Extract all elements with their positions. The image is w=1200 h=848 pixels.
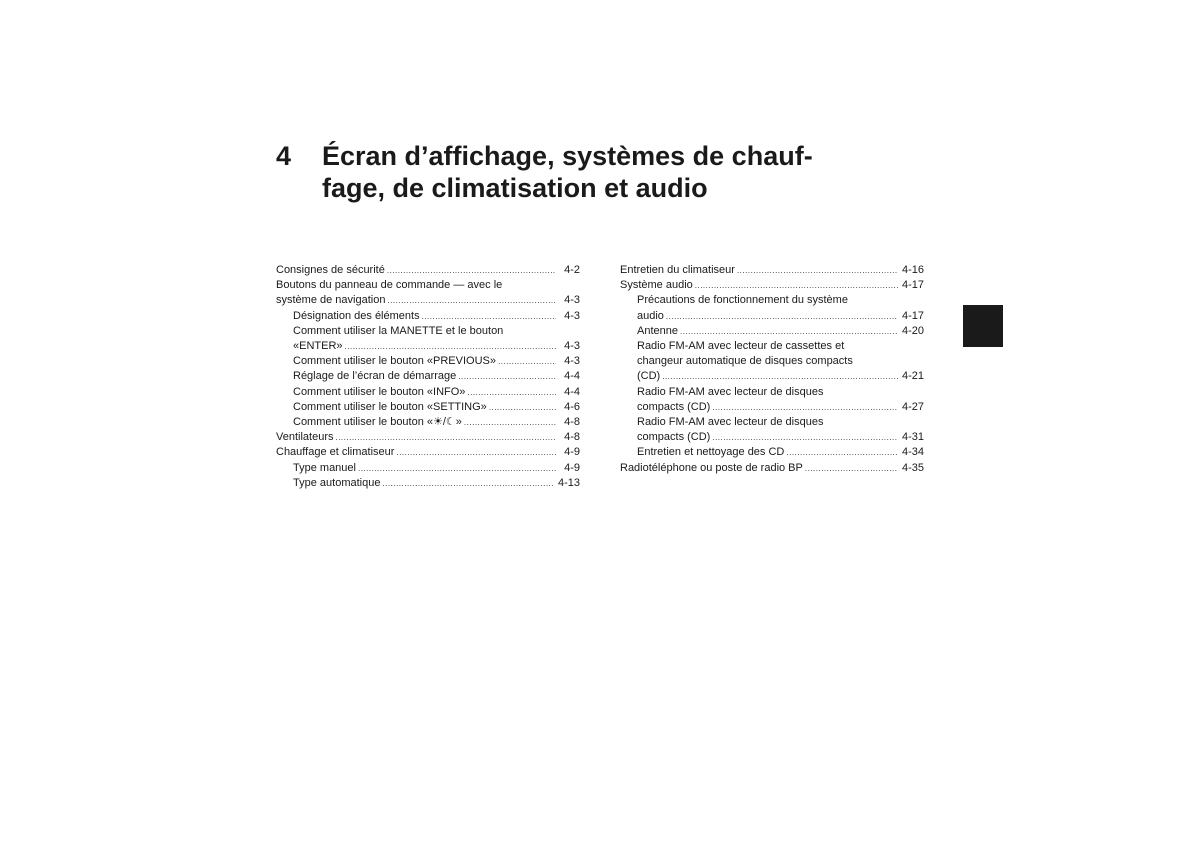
toc-leader-dots: [805, 461, 898, 476]
chapter-title-line-2: fage, de climatisation et audio: [322, 173, 708, 203]
toc-entry-label: Radiotéléphone ou poste de radio BP: [620, 461, 803, 474]
toc-entry[interactable]: [276, 461, 580, 476]
toc-page-number: 4-2: [564, 264, 580, 276]
toc-page-number: 4-3: [564, 355, 580, 368]
toc-leader-dots: [662, 369, 898, 384]
toc-page-number: 4-4: [564, 370, 580, 383]
toc-page-number: 4-6: [564, 400, 580, 413]
toc-entry[interactable]: [620, 293, 924, 323]
toc-entry-continuation: Précautions de fonctionnement du système: [637, 294, 848, 307]
toc-page-number: 4-20: [901, 324, 924, 337]
toc-entry[interactable]: [620, 445, 924, 460]
toc-entry[interactable]: [620, 263, 924, 278]
toc-entry-continuation: Radio FM-AM avec lecteur de disques: [637, 416, 824, 429]
toc-leader-dots: [786, 445, 898, 460]
toc-entry-continuation: Radio FM-AM avec lecteur de disques: [637, 385, 824, 398]
toc-entry[interactable]: [620, 339, 924, 385]
toc-page-number: 4-27: [901, 400, 924, 413]
toc-entry-label: Système audio: [620, 279, 693, 292]
toc-entry-label: Ventilateurs: [276, 431, 334, 444]
toc-entry-continuation: Radio FM-AM avec lecteur de cassettes et: [637, 340, 845, 353]
toc-entry-row: [620, 324, 924, 339]
toc-leader-dots: [467, 385, 556, 400]
toc-leader-dots: [396, 445, 556, 460]
toc-page-number: 4-34: [901, 446, 924, 459]
toc-entry-label: Consignes de sécurité: [276, 264, 385, 276]
toc-page-number: 4-13: [557, 476, 580, 489]
toc-entry[interactable]: [276, 385, 580, 400]
toc-entry-row: [620, 461, 924, 476]
toc-page-number: 4-3: [564, 340, 580, 353]
toc-page-number: 4-4: [564, 385, 580, 398]
toc-entry-row: [276, 369, 580, 384]
toc-entry[interactable]: [276, 400, 580, 415]
toc-page-number: 4-35: [901, 461, 924, 474]
toc-entry-label: audio: [637, 309, 664, 322]
toc-leader-dots: [422, 309, 556, 324]
toc-leader-dots: [464, 415, 556, 430]
toc-leader-dots: [387, 263, 556, 278]
toc-entry-row: [276, 339, 580, 354]
toc-entry-continuation: changeur automatique de disques compacts: [637, 355, 853, 368]
toc-entry-row: [620, 309, 924, 324]
toc-entry[interactable]: [276, 415, 580, 430]
toc-entry-label: Comment utiliser le bouton «SETTING»: [293, 400, 487, 413]
toc-entry-row: [276, 476, 580, 491]
chapter-number: 4: [276, 141, 292, 171]
toc-entry-label: Entretien et nettoyage des CD: [637, 446, 785, 459]
toc-entry-continuation: Boutons du panneau de commande — avec le: [276, 279, 503, 292]
toc-entry[interactable]: [276, 369, 580, 384]
toc-leader-dots: [458, 369, 556, 384]
toc-left-column: [276, 263, 580, 491]
chapter-heading: [276, 140, 813, 204]
toc-leader-dots: [680, 324, 898, 339]
toc-entry-label: Entretien du climatiseur: [620, 264, 735, 276]
toc-entry-label: compacts (CD): [637, 400, 711, 413]
toc-entry[interactable]: [620, 324, 924, 339]
toc-leader-dots: [387, 293, 556, 308]
toc-entry[interactable]: [620, 415, 924, 445]
toc-leader-dots: [712, 430, 898, 445]
toc-entry[interactable]: [276, 324, 580, 354]
toc-entry-label: Comment utiliser le bouton «INFO»: [293, 385, 466, 398]
toc-entry-row: [620, 430, 924, 445]
toc-entry-row: [276, 263, 580, 278]
toc-entry-row: [620, 369, 924, 384]
toc-entry-label: Type manuel: [293, 461, 356, 474]
toc-page-number: 4-9: [564, 446, 580, 459]
toc-entry-label: «ENTER»: [293, 340, 343, 353]
toc-entry[interactable]: [276, 263, 580, 278]
toc-entry-row: [276, 445, 580, 460]
toc-page-number: 4-17: [901, 279, 924, 292]
toc-entry-row: [276, 415, 580, 430]
toc-entry-row: [620, 400, 924, 415]
toc-leader-dots: [345, 339, 556, 354]
toc-entry-label: Désignation des éléments: [293, 309, 420, 322]
chapter-title-line-1: Écran d’affichage, systèmes de chauf-: [322, 141, 813, 171]
toc-entry-row: [620, 278, 924, 293]
toc-entry[interactable]: [620, 385, 924, 415]
toc-right-column: [620, 263, 924, 476]
toc-page-number: 4-3: [564, 309, 580, 322]
toc-entry-row: [276, 400, 580, 415]
toc-page-number: 4-9: [564, 461, 580, 474]
toc-page-number: 4-8: [564, 431, 580, 444]
toc-leader-dots: [382, 476, 554, 491]
toc-entry[interactable]: [276, 430, 580, 445]
toc-entry-row: [620, 445, 924, 460]
toc-entry-row: [276, 293, 580, 308]
toc-page-number: 4-17: [901, 309, 924, 322]
toc-entry-label: système de navigation: [276, 294, 386, 307]
toc-entry-row: [276, 385, 580, 400]
chapter-title: [322, 140, 813, 204]
toc-leader-dots: [712, 400, 898, 415]
toc-entry[interactable]: [276, 354, 580, 369]
toc-entry[interactable]: [276, 445, 580, 460]
toc-leader-dots: [335, 430, 556, 445]
toc-entry-row: [276, 354, 580, 369]
toc-leader-dots: [737, 263, 898, 278]
toc-page-number: 4-3: [564, 294, 580, 307]
toc-page-number: 4-8: [564, 416, 580, 429]
toc-entry-label: Chauffage et climatiseur: [276, 446, 395, 459]
toc-entry[interactable]: [276, 309, 580, 324]
toc-entry-label: Comment utiliser le bouton «☀/☾»: [293, 416, 462, 429]
toc-entry-row: [276, 309, 580, 324]
toc-leader-dots: [358, 461, 556, 476]
toc-entry-row: [276, 430, 580, 445]
toc-leader-dots: [498, 354, 556, 369]
toc-page-number: 4-21: [901, 370, 924, 383]
toc-page-number: 4-31: [901, 431, 924, 444]
toc-entry-continuation: Comment utiliser la MANETTE et le bouton: [293, 324, 504, 337]
toc-entry-label: Comment utiliser le bouton «PREVIOUS»: [293, 355, 496, 368]
toc-entry-row: [276, 461, 580, 476]
toc-entry[interactable]: [620, 461, 924, 476]
toc-entry-label: compacts (CD): [637, 431, 711, 444]
toc-entry-label: (CD): [637, 370, 661, 383]
chapter-tab-marker: [963, 305, 1003, 347]
toc-entry-label: Antenne: [637, 324, 678, 337]
toc-entry[interactable]: [276, 476, 580, 491]
toc-page-number: 4-16: [901, 264, 924, 276]
toc-entry-label: Type automatique: [293, 476, 381, 489]
toc-leader-dots: [695, 278, 898, 293]
toc-leader-dots: [666, 309, 898, 324]
toc-entry-row: [620, 263, 924, 278]
toc-entry-label: Réglage de l’écran de démarrage: [293, 370, 457, 383]
toc-entry[interactable]: [276, 278, 580, 308]
toc-leader-dots: [489, 400, 556, 415]
toc-entry[interactable]: [620, 278, 924, 293]
